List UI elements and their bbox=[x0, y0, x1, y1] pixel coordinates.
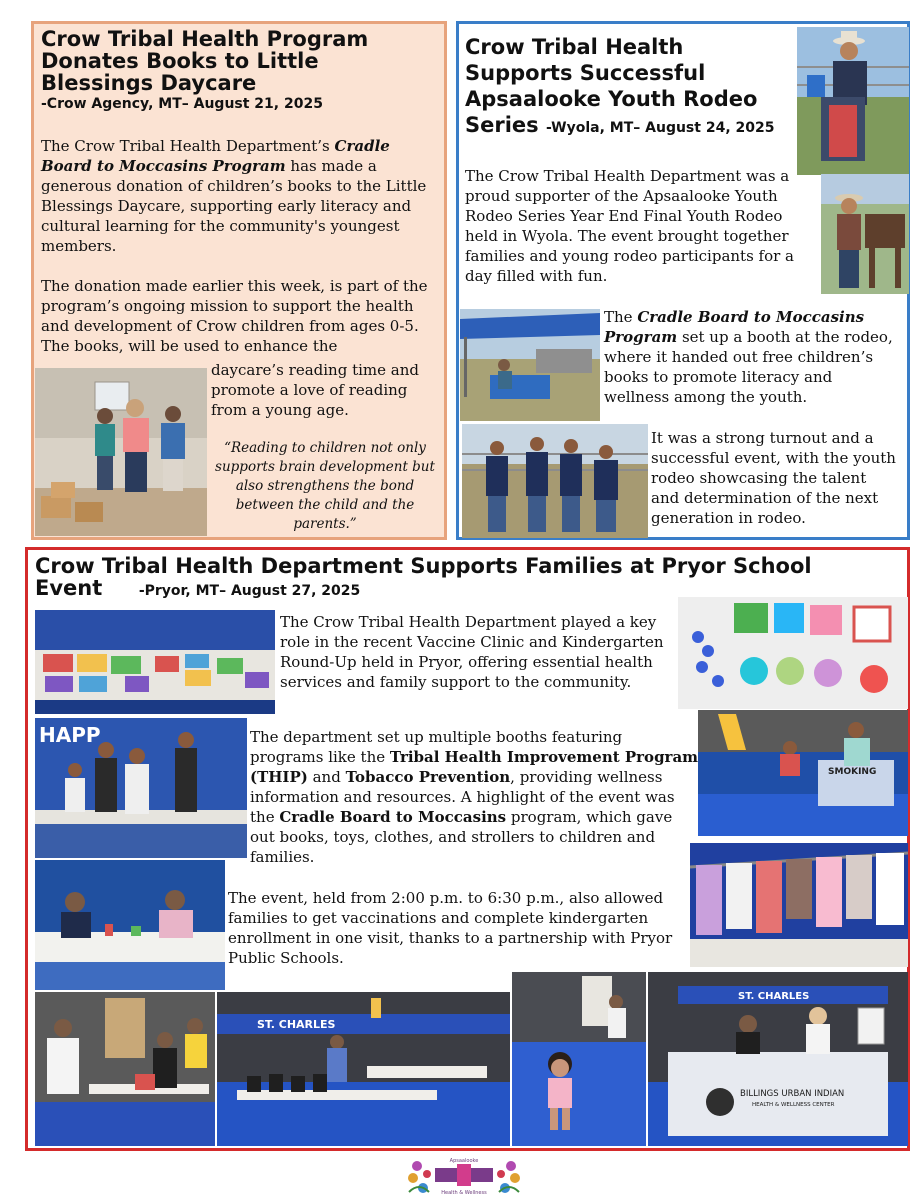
article2-dateline: -Wyola, MT– August 24, 2025 bbox=[545, 120, 775, 136]
article-pryor-school-event bbox=[25, 547, 910, 1151]
photo-daycare-book-donation bbox=[35, 368, 207, 536]
flower-right-icon bbox=[497, 1161, 520, 1193]
photo-gym-family-table bbox=[35, 992, 215, 1146]
article2-paragraph-3: It was a strong turnout and a successful event, with the youth rodeo showcasing the talent and determination of the next generation in rodeo. bbox=[651, 429, 896, 527]
photo-book-table bbox=[35, 610, 275, 714]
photo-vaccine-clinic-table bbox=[35, 860, 225, 990]
gym-banner-2-text: ST. CHARLES bbox=[738, 991, 810, 1002]
flower-left-icon bbox=[408, 1161, 431, 1193]
article3-thip-program: Tribal Health Improvement Program (THIP) bbox=[250, 748, 699, 786]
article1-p1-post: has made a generous donation of children’s books to the Little Blessings Daycare, supporting early literacy and cultural learning for the community's youngest members. bbox=[41, 157, 427, 255]
photo-rodeo-child-with-horse bbox=[821, 174, 909, 294]
smoking-poster-text: SMOKING bbox=[828, 767, 877, 777]
article3-p2-a: The department set up multiple booths featuring programs like the bbox=[250, 728, 623, 766]
gym-wall-lettering: HAPP bbox=[39, 723, 101, 747]
logo-line-2: Health & Wellness bbox=[441, 1190, 487, 1196]
logo-line-1: Apsaalooke bbox=[449, 1158, 479, 1164]
article3-paragraph-1: The Crow Tribal Health Department played a key role in the recent Vaccine Clinic and Kindergarten Round-Up held in Pryor, offering essential health services and family support to the community. bbox=[280, 613, 664, 691]
photo-billings-urban-indian-booth bbox=[648, 972, 908, 1146]
photo-toddler-with-toy bbox=[512, 972, 646, 1146]
article2-program-name: Cradle Board to Moccasins Program bbox=[604, 308, 865, 346]
article1-title: Crow Tribal Health Program Donates Books to Little Blessings Daycare bbox=[41, 27, 369, 95]
article2-p2-pre: The bbox=[604, 308, 638, 326]
article3-tobacco-prevention: Tobacco Prevention bbox=[345, 768, 511, 786]
article1-paragraph-1 bbox=[41, 136, 436, 256]
article2-paragraph-1: The Crow Tribal Health Department was a proud supporter of the Apsaalooke Youth Rodeo Series Year End Final Youth Rodeo held in Wyola. The event brought together families and young rodeo participants for a day filled with fun. bbox=[465, 167, 795, 285]
article1-pull-quote: “Reading to children not only supports brain development but also strengthens the bond between the child and the parents.” bbox=[215, 440, 435, 532]
photo-clothing-rack bbox=[690, 843, 908, 967]
article1-dateline: -Crow Agency, MT– August 21, 2025 bbox=[41, 96, 323, 112]
photo-rodeo-youth-group bbox=[462, 424, 648, 538]
photo-rodeo-cowboy-with-saddle bbox=[797, 27, 909, 175]
article2-p2-post: set up a booth at the rodeo, where it handed out free children’s books to promote literacy and wellness among the youth. bbox=[604, 328, 893, 406]
article3-cradle-board-program: Cradle Board to Moccasins bbox=[279, 808, 507, 826]
article2-title bbox=[465, 34, 795, 141]
article1-paragraph-2-cont: daycare’s reading time and promote a love of reading from a young age. bbox=[211, 361, 419, 419]
article2-paragraph-2 bbox=[604, 307, 896, 407]
photo-gym-strollers bbox=[217, 992, 510, 1146]
tablecloth-line-2: HEALTH & WELLNESS CENTER bbox=[752, 1102, 835, 1108]
article3-dateline: -Pryor, MT– August 27, 2025 bbox=[138, 583, 361, 599]
article3-p2-c: and bbox=[307, 768, 346, 786]
apsaalooke-health-wellness-logo bbox=[405, 1152, 523, 1198]
article2-title-text: Crow Tribal Health Supports Successful Apsaalooke Youth Rodeo Series bbox=[465, 35, 758, 137]
article3-p2-e: , providing wellness information and resources. A highlight of the event was the bbox=[250, 768, 675, 826]
article-daycare-donation bbox=[31, 21, 447, 540]
article3-paragraph-3: The event, held from 2:00 p.m. to 6:30 p.m., also allowed families to get vaccinations and complete kindergarten enrollment in one visit, thanks to a partnership with Pryor Public Schools. bbox=[228, 889, 673, 967]
article1-paragraph-2: The donation made earlier this week, is part of the program’s ongoing mission to support the health and development of Crow children from ages 0-5. The books, will be used to enhance the bbox=[41, 277, 428, 355]
article3-title bbox=[35, 555, 895, 602]
article1-p1-pre: The Crow Tribal Health Department’s bbox=[41, 137, 335, 155]
photo-toys-and-stuffed-animals bbox=[678, 597, 908, 709]
gym-banner-1-text: ST. CHARLES bbox=[257, 1018, 336, 1031]
photo-rodeo-booth-tent bbox=[460, 309, 600, 421]
article-youth-rodeo bbox=[456, 21, 910, 540]
article3-title-text: Crow Tribal Health Department Supports Families at Pryor School Event bbox=[35, 554, 812, 600]
photo-book-booth-families bbox=[35, 718, 247, 858]
photo-tobacco-prevention-booth bbox=[698, 710, 908, 836]
article1-program-name: Cradle Board to Moccasins Program bbox=[41, 137, 390, 175]
article3-p2-g: program, which gave out books, toys, clothes, and strollers to children and families. bbox=[250, 808, 673, 866]
tablecloth-line-1: BILLINGS URBAN INDIAN bbox=[740, 1089, 845, 1099]
article3-paragraph-2 bbox=[250, 727, 700, 867]
